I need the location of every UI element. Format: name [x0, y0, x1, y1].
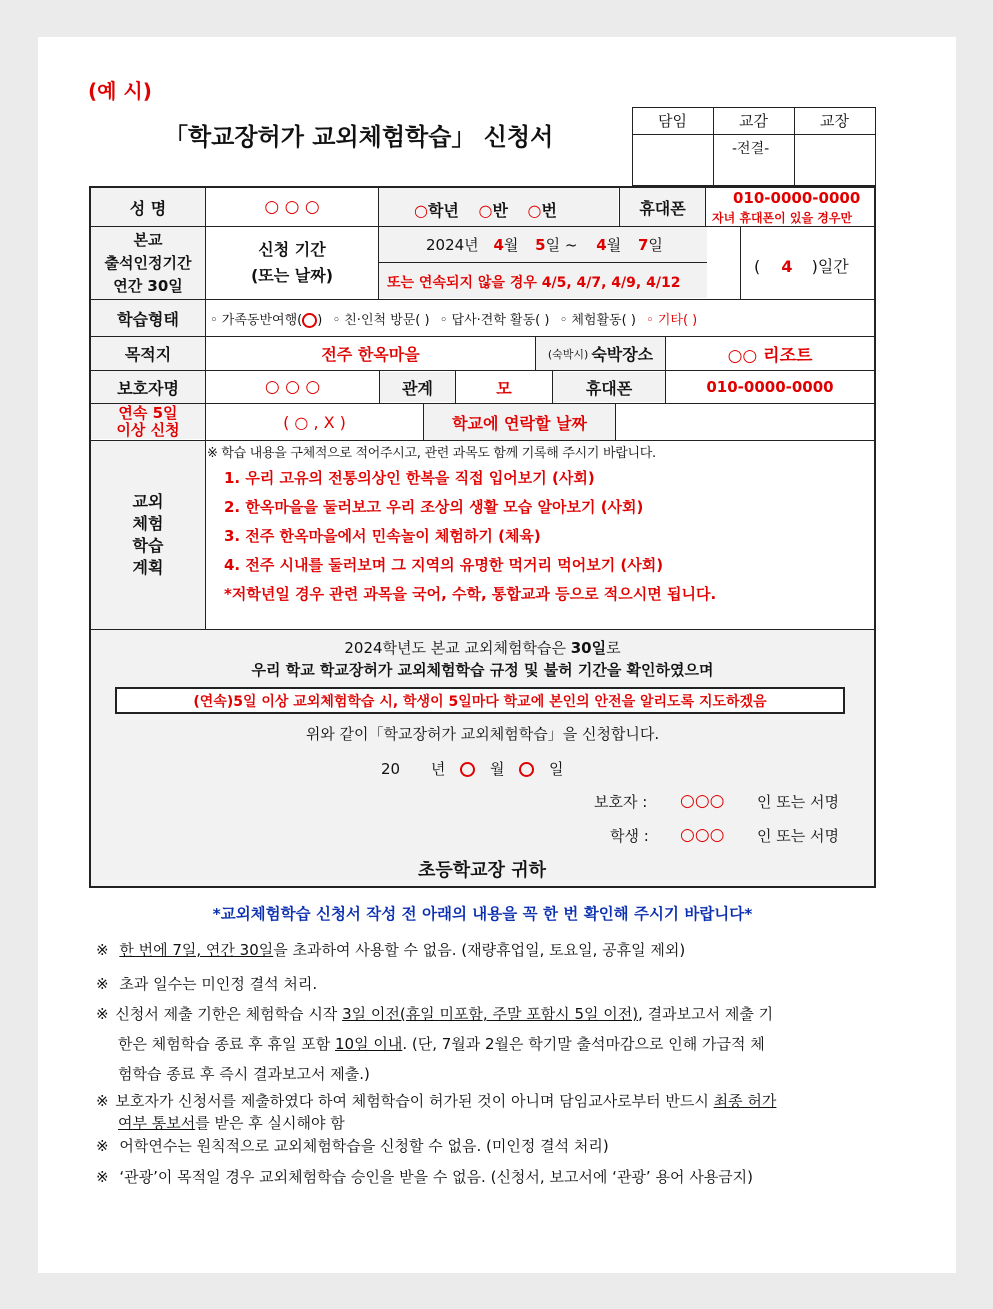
plan-note: *저학년일 경우 관련 과목을 국어, 수학, 통합교과 등으로 적으시면 됩니다. [224, 585, 717, 603]
request-date-range: 2024년 4월 5일 ~ 4월 7일 [426, 236, 663, 254]
approval-header-homeroom: 담임 [658, 112, 687, 130]
plan-items [224, 464, 716, 609]
learning-type-label: 학습형태 [117, 309, 179, 329]
approval-header-principal: 교장 [820, 112, 849, 130]
request-period-label: 신청 기간 (또는 날짜) [250, 240, 334, 285]
principal-address: 초등학교장 귀하 [418, 860, 546, 881]
day-circle-icon [519, 762, 534, 777]
guardian-name-value: ○ ○ ○ [264, 377, 321, 397]
safety-notice-box: (연속)5일 이상 교외체험학습 시, 학생이 5일마다 학교에 본인의 안전을 알리도록 지도하겠음 [115, 687, 845, 714]
consecutive-value: ( ○ , X ) [283, 412, 346, 432]
student-sign-value: ○○○ [680, 825, 725, 845]
guardian-phone-label: 휴대폰 [585, 378, 633, 398]
grade-class-number [414, 198, 557, 221]
month-circle-icon [460, 762, 475, 777]
type-experience[interactable]: ◦ 체험활동( ) [559, 313, 636, 328]
document-page [38, 37, 956, 1273]
apply-statement: 위와 같이「학교장허가 교외체험학습」을 신청합니다. [305, 725, 660, 743]
student-phone-note: 자녀 휴대폰이 있을 경우만 [712, 211, 853, 225]
student-sign-label: 학생 : [610, 827, 649, 845]
plan-item: 4. 전주 시내를 둘러보며 그 지역의 유명한 먹거리 먹어보기 (사회) [224, 556, 664, 574]
note-1: ※ 한 번에 7일, 연간 30일을 초과하여 사용할 수 없음. (재량휴업일, 토요일, 공휴일 제외) [96, 941, 686, 959]
approval-delegation-note: -전결- [732, 141, 770, 157]
plan-instruction: ※ 학습 내용을 구체적으로 적어주시고, 관련 과목도 함께 기록해 주시기 바랍니다. [207, 446, 656, 461]
start-month: 4 [493, 236, 504, 254]
student-phone-label: 휴대폰 [639, 198, 686, 218]
example-label: (예 시) [88, 79, 152, 103]
notice-title: *교외체험학습 신청서 작성 전 아래의 내용을 꼭 한 번 확인해 주시기 바랍니다* [212, 905, 753, 923]
lodging-label: (숙박시) 숙박장소 [547, 345, 654, 364]
learning-type-options [210, 309, 697, 328]
note-6: ※ ‘관광’이 목적일 경우 교외체험학습 승인을 받을 수 없음. (신청서, 보고서에 ‘관광’ 용어 사용금지) [96, 1168, 754, 1186]
class-circle: ○ [478, 201, 493, 220]
destination-value: 전주 한옥마을 [321, 345, 420, 364]
nonconsecutive-dates: 또는 연속되지 않을 경우 4/5, 4/7, 4/9, 4/12 [387, 275, 681, 291]
number-label: 번 [541, 201, 557, 220]
type-relative-visit[interactable]: ◦ 친·인척 방문( ) [332, 313, 430, 328]
type-field-trip[interactable]: ◦ 답사·견학 활동( ) [439, 313, 550, 328]
end-day: 7 [637, 236, 649, 254]
total-days: ( 4 )일간 [754, 257, 849, 276]
guardian-name-label: 보호자명 [117, 378, 179, 398]
note-3: ※ 신청서 제출 기한은 체험학습 시작 3일 이전(휴일 미포함, 주말 포함시 5일 이전), 결과보고서 제출 기 한은 체험학습 종료 후 휴일 포함 10일 이내. (단, 7월과 2월은 학기말 출석마감으로 인해 가급적 체 험학습 종료 후 즉시 결과보고서 제출.) [96, 1005, 774, 1083]
type-other[interactable]: ◦ 기타( ) [646, 313, 698, 328]
lodging-value: ○○ 리조트 [727, 346, 813, 366]
guardian-sign-hint[interactable]: 인 또는 서명 [757, 793, 839, 811]
guardian-sign-value: ○○○ [680, 791, 725, 811]
guardian-sign-label: 보호자 : [594, 793, 648, 811]
grade-label: 학년 [427, 201, 459, 220]
confirm-line1: 2024학년도 본교 교외체험학습은 30일로 [344, 639, 621, 657]
destination-label: 목적지 [124, 345, 172, 364]
document-title: 「학교장허가 교외체험학습」 신청서 [164, 123, 554, 151]
plan-label: 교외 체험 학습 계획 [132, 492, 164, 577]
attendance-period-label: 본교 출석인정기간 연간 30일 [104, 230, 192, 295]
student-sign-hint[interactable]: 인 또는 서명 [757, 827, 839, 845]
selected-mark-icon [302, 313, 317, 328]
name-label: 성 명 [129, 198, 167, 218]
grade-circle: ○ [414, 201, 428, 220]
approval-header-vice-principal: 교감 [739, 112, 768, 130]
note-4: ※ 보호자가 신청서를 제출하였다 하여 체험학습이 허가된 것이 아니며 담임교사로부터 반드시 최종 허가 여부 통보서를 받은 후 실시해야 함 [96, 1092, 777, 1132]
relation-value: 모 [496, 378, 512, 398]
name-value: ○ ○ ○ [264, 197, 320, 217]
plan-item: 1. 우리 고유의 전통의상인 한복을 직접 입어보기 (사회) [224, 469, 595, 487]
plan-item: 2. 한옥마을을 둘러보고 우리 조상의 생활 모습 알아보기 (사회) [224, 498, 644, 516]
confirm-line2: 우리 학교 학교장허가 교외체험학습 규정 및 불허 기간을 확인하였으며 [251, 661, 714, 679]
end-month: 4 [596, 236, 607, 254]
type-family-trip[interactable]: ◦ 가족동반여행( ) [210, 313, 323, 328]
plan-item: 3. 전주 한옥마을에서 민속놀이 체험하기 (체육) [224, 527, 541, 545]
apply-date: 20 년 월 일 [381, 760, 564, 778]
contact-date-label: 학교에 연락할 날짜 [452, 413, 587, 433]
relation-label: 관계 [402, 378, 433, 398]
student-phone-value: 010-0000-0000 [733, 189, 861, 207]
consecutive-label: 연속 5일 이상 신청 [116, 404, 180, 439]
class-label: 반 [492, 201, 508, 220]
note-5: ※ 어학연수는 원칙적으로 교외체험학습을 신청할 수 없음. (미인정 결석 처리) [96, 1137, 609, 1155]
number-circle: ○ [527, 201, 542, 220]
guardian-phone-value: 010-0000-0000 [706, 378, 834, 396]
total-days-count: 4 [781, 257, 793, 276]
note-2: ※ 초과 일수는 미인정 결석 처리. [96, 975, 318, 993]
start-day: 5 [535, 236, 546, 254]
